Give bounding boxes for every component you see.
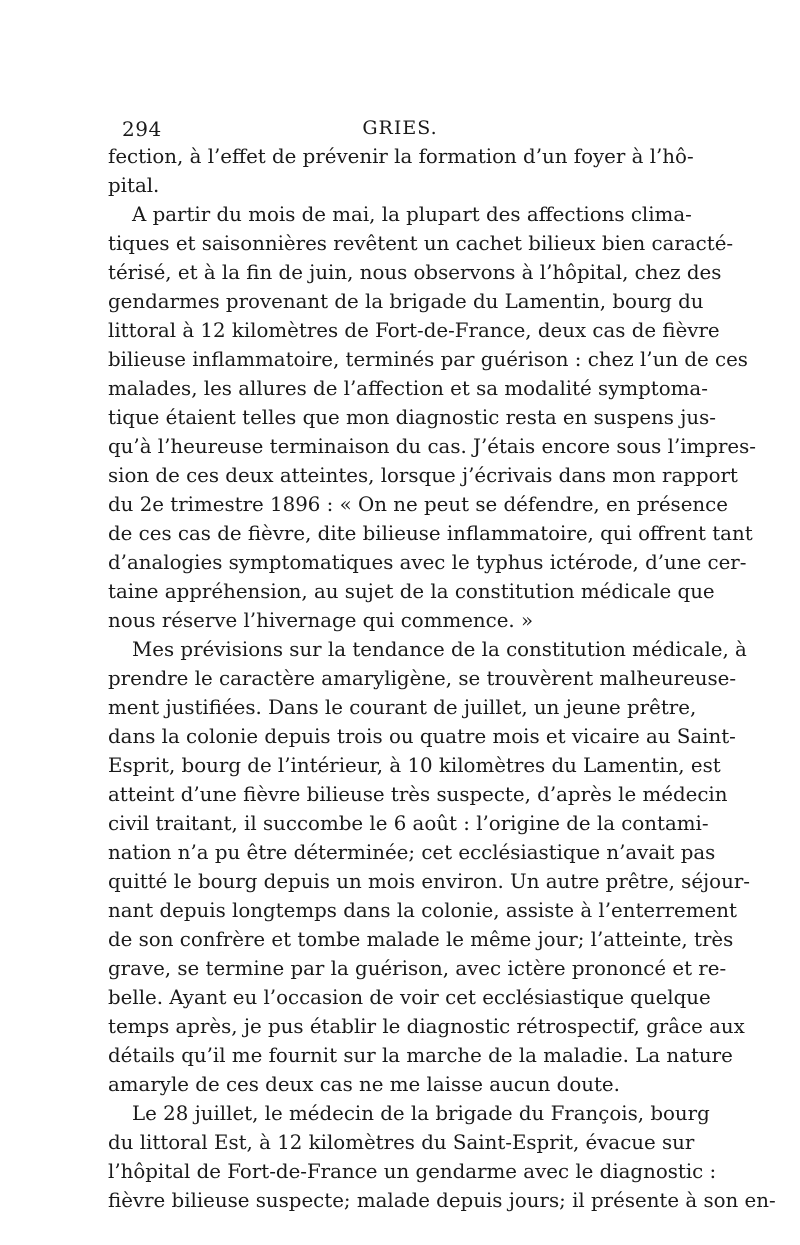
text-line: Le 28 juillet, le médecin de la brigade du François, bourg [132, 1102, 710, 1125]
text-line: atteint d’une fièvre bilieuse très suspecte, d’après le médecin [108, 783, 728, 806]
text-line: A partir du mois de mai, la plupart des affections clima- [132, 203, 692, 226]
text-line: littoral à 12 kilomètres de Fort-de-France, deux cas de fièvre [108, 319, 720, 342]
text-line: taine appréhension, au sujet de la constitution médicale que [108, 580, 715, 603]
text-line: du 2e trimestre 1896 : « On ne peut se défendre, en présence [108, 493, 728, 516]
text-line: fection, à l’effet de prévenir la formation d’un foyer à l’hô- [108, 145, 694, 168]
text-line: qu’à l’heureuse terminaison du cas. J’étais encore sous l’impres- [108, 435, 756, 458]
text-line: d’analogies symptomatiques avec le typhus ictérode, d’une cer- [108, 551, 747, 574]
text-line: ment justifiées. Dans le courant de juillet, un jeune prêtre, [108, 696, 697, 719]
body-text [108, 142, 776, 1215]
text-line: bilieuse inflammatoire, terminés par guérison : chez l’un de ces [108, 348, 748, 371]
text-line: quitté le bourg depuis un mois environ. Un autre prêtre, séjour- [108, 870, 750, 893]
page-number: 294 [122, 117, 162, 141]
text-line: prendre le caractère amaryligène, se trouvèrent malheureuse- [108, 667, 737, 690]
text-line: fièvre bilieuse suspecte; malade depuis jours; il présente à son en- [108, 1189, 776, 1212]
text-line: temps après, je pus établir le diagnostic rétrospectif, grâce aux [108, 1015, 745, 1038]
text-line: de ces cas de fièvre, dite bilieuse inflammatoire, qui offrent tant [108, 522, 753, 545]
text-line: sion de ces deux atteintes, lorsque j’écrivais dans mon rapport [108, 464, 738, 487]
text-line: belle. Ayant eu l’occasion de voir cet ecclésiastique quelque [108, 986, 711, 1009]
text-line: dans la colonie depuis trois ou quatre mois et vicaire au Saint- [108, 725, 736, 748]
paragraph [108, 1099, 776, 1215]
text-line: térisé, et à la fin de juin, nous observons à l’hôpital, chez des [108, 261, 722, 284]
text-line: l’hôpital de Fort-de-France un gendarme avec le diagnostic : [108, 1160, 717, 1183]
text-line: civil traitant, il succombe le 6 août : l’origine de la contami- [108, 812, 709, 835]
text-line: nant depuis longtemps dans la colonie, assiste à l’enterrement [108, 899, 737, 922]
text-line: du littoral Est, à 12 kilomètres du Saint-Esprit, évacue sur [108, 1131, 695, 1154]
text-line: nous réserve l’hivernage qui commence. » [108, 609, 534, 632]
text-line: détails qu’il me fournit sur la marche de la maladie. La nature [108, 1044, 733, 1067]
text-line: Esprit, bourg de l’intérieur, à 10 kilomètres du Lamentin, est [108, 754, 721, 777]
text-line: pital. [108, 174, 160, 197]
text-line: de son confrère et tombe malade le même jour; l’atteinte, très [108, 928, 734, 951]
text-line: malades, les allures de l’affection et sa modalité symptoma- [108, 377, 708, 400]
text-line: tiques et saisonnières revêtent un cachet bilieux bien caracté- [108, 232, 734, 255]
text-line: grave, se termine par la guérison, avec ictère prononcé et re- [108, 957, 727, 980]
paragraph [108, 635, 750, 1099]
paragraph-continued [108, 142, 694, 200]
text-line: nation n’a pu être déterminée; cet ecclésiastique n’avait pas [108, 841, 716, 864]
running-head: GRIES. [362, 117, 438, 139]
text-line: gendarmes provenant de la brigade du Lamentin, bourg du [108, 290, 704, 313]
text-line: Mes prévisions sur la tendance de la constitution médicale, à [132, 638, 747, 661]
text-line: amaryle de ces deux cas ne me laisse aucun doute. [108, 1073, 620, 1096]
text-line: tique étaient telles que mon diagnostic resta en suspens jus- [108, 406, 716, 429]
paragraph [108, 200, 756, 635]
